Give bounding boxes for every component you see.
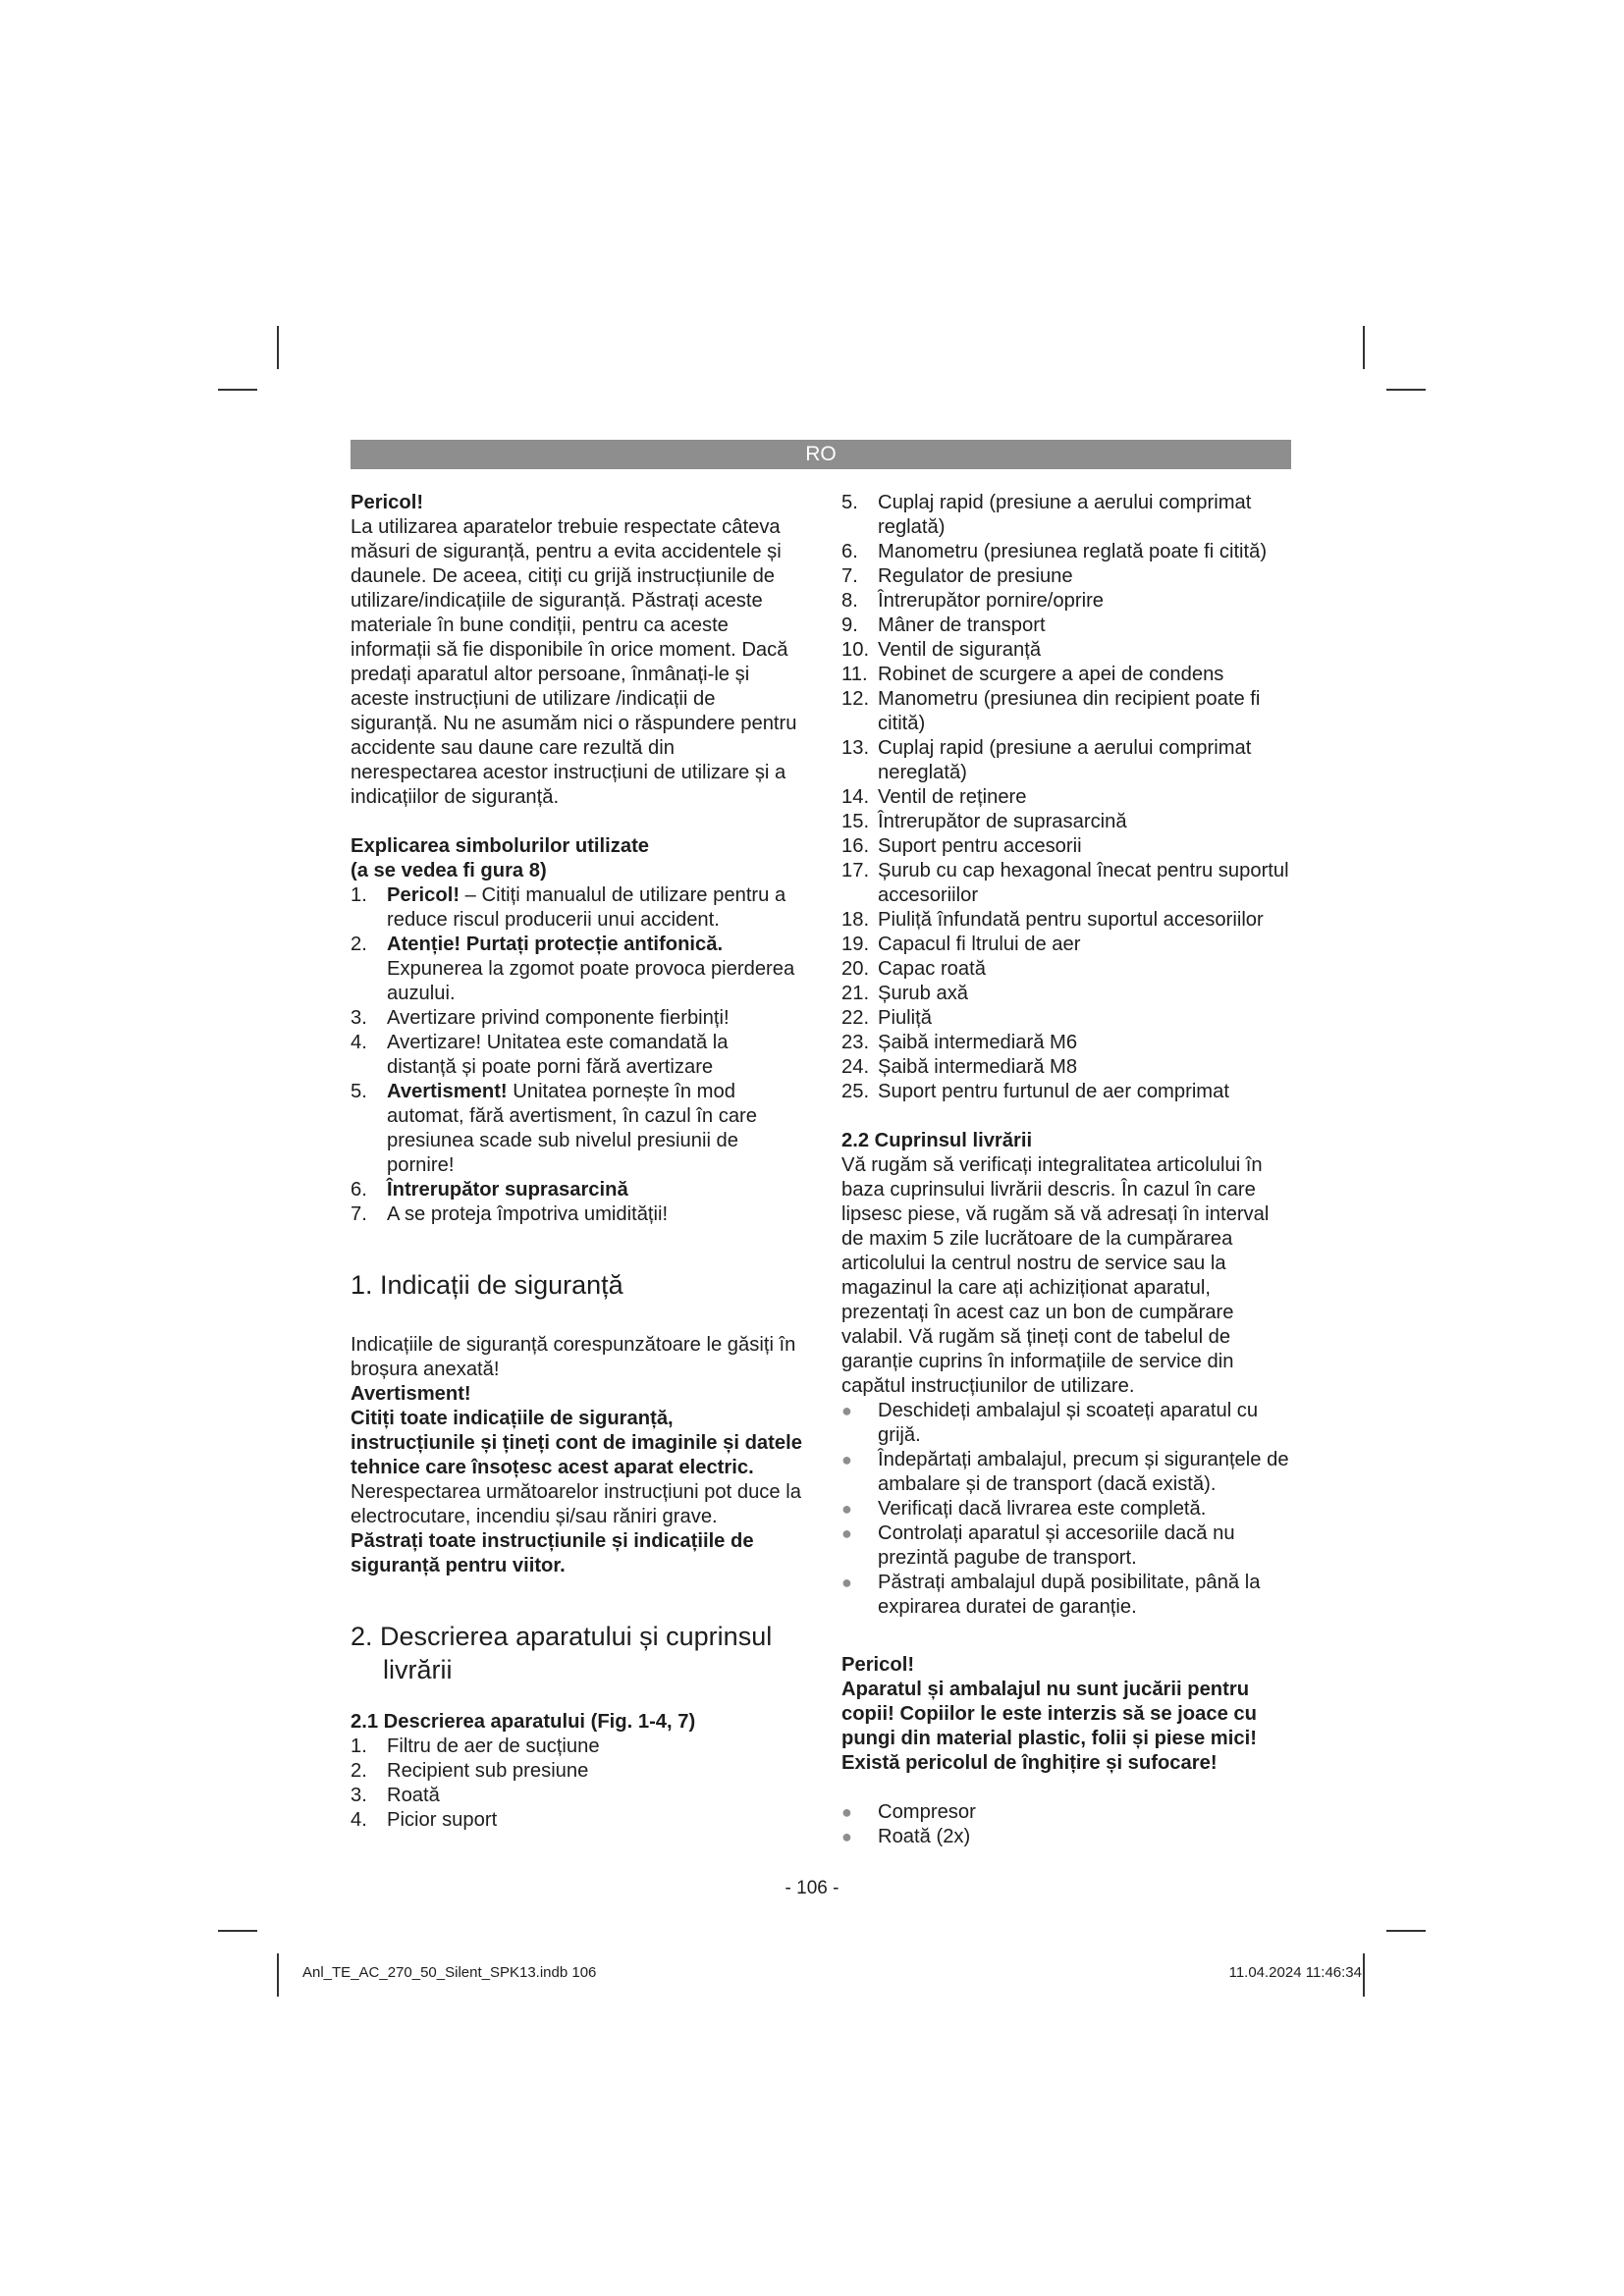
section-2-title: 2. Descrierea aparatului și cuprinsul livrării <box>351 1622 773 1684</box>
list-item: 7. A se proteja împotriva umidității! <box>351 1203 669 1225</box>
list-item: 12. Manometru (presiunea din recipient poate fi citită) <box>841 688 1261 734</box>
left-column <box>351 491 802 1833</box>
list-item: 5. Cuplaj rapid (presiune a aerului comprimat reglată) <box>841 492 1252 538</box>
list-item: 2. Recipient sub presiune <box>351 1760 589 1782</box>
list-item: 9. Mâner de transport <box>841 614 1046 636</box>
list-item: 8. Întrerupător pornire/oprire <box>841 590 1105 612</box>
section-2-2-title: 2.2 Cuprinsul livrării <box>841 1130 1033 1151</box>
warning-text: Citiți toate indicațiile de siguranță, instrucțiunile și țineți cont de imaginile și datele tehnice care însoțesc acest aparat electric. Nerespectarea următoarelor instrucțiuni pot duce la electrocutare, incendiu și/sau răniri grave. <box>351 1408 802 1527</box>
symbols-subtitle: (a se vedea fi gura 8) <box>351 860 547 881</box>
list-item: 6. Manometru (presiunea reglată poate fi citită) <box>841 541 1268 562</box>
parts-list-left <box>351 1735 802 1833</box>
section-2-1-title: 2.1 Descrierea aparatului (Fig. 1-4, 7) <box>351 1711 696 1733</box>
section-1-title: 1. Indicații de siguranță <box>351 1270 623 1300</box>
list-item: ● Compresor <box>841 1801 976 1823</box>
crop-mark <box>1363 326 1365 369</box>
list-item: 23. Șaibă intermediară M6 <box>841 1032 1078 1053</box>
list-item: ● Verificați dacă livrarea este completă. <box>841 1498 1207 1520</box>
list-item: 17. Șurub cu cap hexagonal înecat pentru suportul accesoriilor <box>841 860 1289 906</box>
list-item: 25. Suport pentru furtunul de aer comprimat <box>841 1081 1229 1102</box>
danger-text: La utilizarea aparatelor trebuie respectate câteva măsuri de siguranță, pentru a evita accidentele și daunele. De aceea, citiți cu grijă instrucțiunile de utilizare/indicațiile de siguranță. Păstrați aceste materiale în bune condiții, pentru ca aceste informații să fie disponibile în orice moment. Dacă predați aparatul altor persoane, înmânați-le și aceste instrucțiuni de utilizare /indicații de siguranță. Nu ne asumăm nici o răspundere pentru accidente sau daune care rezultă din nerespectarea acestor instrucțiuni de utilizare și a indicațiilor de siguranță. <box>351 516 797 808</box>
list-item: 10. Ventil de siguranță <box>841 639 1042 661</box>
crop-mark <box>218 1930 257 1932</box>
print-datetime: 11.04.2024 11:46:34 <box>1228 1964 1362 1981</box>
list-item: 1. Pericol! – Citiți manualul de utilizare pentru a reduce riscul producerii unui accident. <box>351 884 786 931</box>
list-item: 2. Atenție! Purtați protecție antifonică. Expunerea la zgomot poate provoca pierderea auzului. <box>351 934 795 1004</box>
crop-mark <box>1386 1930 1426 1932</box>
file-name: Anl_TE_AC_270_50_Silent_SPK13.indb 106 <box>302 1964 597 1981</box>
crop-mark <box>277 326 279 369</box>
list-item: ● Păstrați ambalajul după posibilitate, până la expirarea duratei de garanție. <box>841 1572 1261 1618</box>
unpacking-steps <box>841 1399 1293 1620</box>
language-header: RO <box>351 440 1291 469</box>
list-item: ● Deschideți ambalajul și scoateți aparatul cu grijă. <box>841 1400 1259 1446</box>
list-item: ● Îndepărtați ambalajul, precum și siguranțele de ambalare și de transport (dacă există). <box>841 1449 1289 1495</box>
crop-mark <box>277 1953 279 1997</box>
list-item: 18. Piuliță înfundată pentru suportul accesoriilor <box>841 909 1264 931</box>
danger-2-text: Aparatul și ambalajul nu sunt jucării pentru copii! Copiilor le este interzis să se joace cu pungi din material plastic, folii și piese mici! Există pericolul de înghițire și sufocare! <box>841 1679 1257 1774</box>
list-item: ● Roată (2x) <box>841 1826 971 1847</box>
parts-list-right <box>841 491 1293 1104</box>
symbols-title: Explicarea simbolurilor utilizate <box>351 835 650 857</box>
right-column <box>841 491 1293 1849</box>
list-item: 6. Întrerupător suprasarcină <box>351 1179 628 1201</box>
list-item: 1. Filtru de aer de sucțiune <box>351 1735 600 1757</box>
keep-instructions: Păstrați toate instrucțiunile și indicațiile de siguranță pentru viitor. <box>351 1530 754 1576</box>
list-item: 7. Regulator de presiune <box>841 565 1073 587</box>
list-item: 20. Capac roată <box>841 958 986 980</box>
danger-2-title: Pericol! <box>841 1654 915 1676</box>
list-item: 11. Robinet de scurgere a apei de condens <box>841 664 1224 685</box>
list-item: 3. Avertizare privind componente fierbinți! <box>351 1007 730 1029</box>
list-item: ● Controlați aparatul și accesoriile dacă nu prezintă pagube de transport. <box>841 1522 1235 1569</box>
list-item: 21. Șurub axă <box>841 983 969 1004</box>
list-item: 5. Avertisment! Unitatea pornește în mod automat, fără avertisment, în cazul în care presiunea scade sub nivelul presiunii de pornire! <box>351 1081 758 1176</box>
list-item: 4. Picior suport <box>351 1809 498 1831</box>
warning-title: Avertisment! <box>351 1383 471 1405</box>
crop-mark <box>218 389 257 391</box>
crop-mark <box>1386 389 1426 391</box>
list-item: 22. Piuliță <box>841 1007 932 1029</box>
list-item: 16. Suport pentru accesorii <box>841 835 1082 857</box>
list-item: 19. Capacul fi ltrului de aer <box>841 934 1081 955</box>
list-item: 14. Ventil de reținere <box>841 786 1027 808</box>
danger-title: Pericol! <box>351 492 424 513</box>
list-item: 4. Avertizare! Unitatea este comandată la distanță și poate porni fără avertizare <box>351 1032 729 1078</box>
crop-mark <box>1363 1953 1365 1997</box>
section-2-2-text: Vă rugăm să verificați integralitatea articolului în baza cuprinsului livrării descris. În cazul în care lipsesc piese, vă rugăm să vă adresați în interval de maxim 5 zile lucrătoare de la cumpărarea articolului la centrul nostru de service sau la magazinul la care ați achiziționat aparatul, prezentați în acest caz un bon de cumpărare valabil. Vă rugăm să țineți cont de tabelul de garanție cuprins în informațiile de service din capătul instrucțiunilor de utilizare. <box>841 1154 1270 1397</box>
delivery-contents <box>841 1800 1293 1849</box>
list-item: 24. Șaibă intermediară M8 <box>841 1056 1078 1078</box>
section-1-intro: Indicațiile de siguranță corespunzătoare le găsiți în broșura anexată! <box>351 1334 796 1380</box>
page-number: - 106 - <box>785 1878 839 1898</box>
symbols-list <box>351 883 802 1227</box>
list-item: 13. Cuplaj rapid (presiune a aerului comprimat nereglată) <box>841 737 1252 783</box>
list-item: 3. Roată <box>351 1785 440 1806</box>
list-item: 15. Întrerupător de suprasarcină <box>841 811 1127 832</box>
